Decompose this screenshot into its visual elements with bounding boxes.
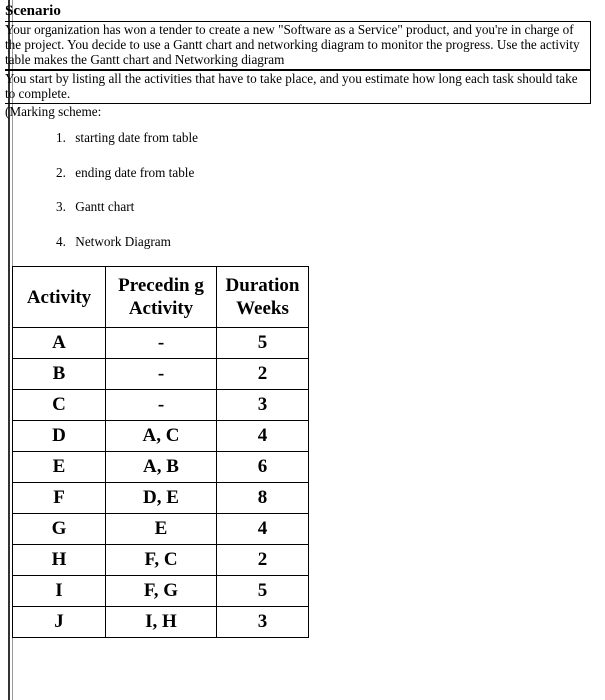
marking-scheme-label: (Marking scheme: <box>5 104 102 119</box>
cell-activity: F <box>13 483 106 514</box>
cell-preceding: - <box>106 390 217 421</box>
table-row <box>13 483 309 514</box>
cell-activity: G <box>13 514 106 545</box>
cell-duration: 3 <box>217 607 309 638</box>
table-row <box>13 390 309 421</box>
marking-scheme-list <box>56 130 198 268</box>
header-activity: Activity <box>13 267 106 328</box>
cell-activity: E <box>13 452 106 483</box>
cell-duration: 5 <box>217 328 309 359</box>
cell-activity: H <box>13 545 106 576</box>
cell-preceding: D, E <box>106 483 217 514</box>
cell-preceding: F, G <box>106 576 217 607</box>
table-row <box>13 514 309 545</box>
cell-duration: 5 <box>217 576 309 607</box>
cell-preceding: A, B <box>106 452 217 483</box>
scenario-paragraph-1: Your organization has won a tender to create a new "Software as a Service" product, and you're in charge of the project. You decide to use a Gantt chart and networking diagram to monitor the progress. Use the activity table makes the Gantt chart and Networking diagram <box>5 21 591 70</box>
table-row <box>13 545 309 576</box>
table-row <box>13 607 309 638</box>
cell-activity: D <box>13 421 106 452</box>
cell-duration: 3 <box>217 390 309 421</box>
list-text: Network Diagram <box>75 233 171 249</box>
table-row <box>13 421 309 452</box>
list-item <box>56 130 198 165</box>
cell-duration: 6 <box>217 452 309 483</box>
header-duration: Duration Weeks <box>217 267 309 328</box>
header-preceding-activity: Precedin g Activity <box>106 267 217 328</box>
list-number: 2. <box>56 164 66 180</box>
cell-duration: 2 <box>217 359 309 390</box>
table-row <box>13 359 309 390</box>
table-header-row <box>13 267 309 328</box>
table-row <box>13 452 309 483</box>
cell-activity: I <box>13 576 106 607</box>
list-item <box>56 234 198 269</box>
cell-duration: 4 <box>217 514 309 545</box>
table-row <box>13 328 309 359</box>
list-number: 3. <box>56 199 66 214</box>
cell-preceding: E <box>106 514 217 545</box>
list-item <box>56 165 198 200</box>
cell-preceding: - <box>106 359 217 390</box>
list-number: 1. <box>56 130 66 145</box>
cell-preceding: I, H <box>106 607 217 638</box>
scenario-title: Scenario <box>5 3 61 19</box>
list-text: Gantt chart <box>75 199 135 214</box>
cell-preceding: - <box>106 328 217 359</box>
cell-activity: C <box>13 390 106 421</box>
table-row <box>13 576 309 607</box>
list-text: ending date from table <box>75 164 195 180</box>
list-number: 4. <box>56 233 66 249</box>
cell-duration: 2 <box>217 545 309 576</box>
cell-preceding: A, C <box>106 421 217 452</box>
cell-duration: 8 <box>217 483 309 514</box>
cell-preceding: F, C <box>106 545 217 576</box>
cell-activity: J <box>13 607 106 638</box>
list-item <box>56 199 198 234</box>
cell-activity: B <box>13 359 106 390</box>
cell-duration: 4 <box>217 421 309 452</box>
scenario-paragraph-2: You start by listing all the activities that have to take place, and you estimate how long each task should take to complete. <box>5 70 591 104</box>
list-text: starting date from table <box>75 130 198 145</box>
scenario-block <box>5 4 591 119</box>
activity-table <box>12 266 309 638</box>
cell-activity: A <box>13 328 106 359</box>
